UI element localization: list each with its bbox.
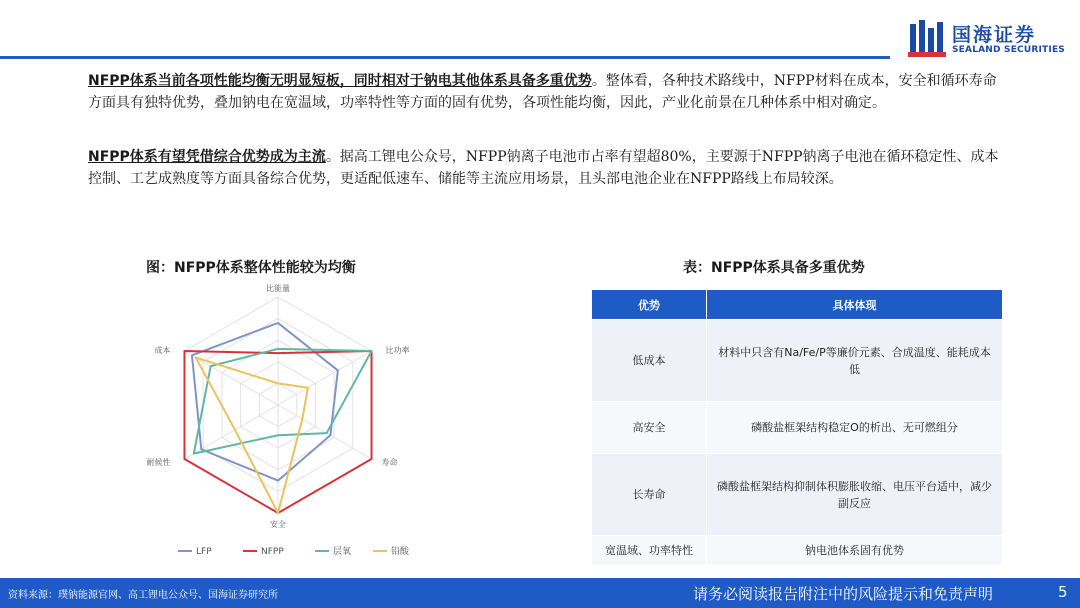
table-cell-detail: 磷酸盐框架结构稳定O的析出、无可燃组分 [707,402,1003,454]
radar-axis-label: 比能量 [266,284,290,293]
legend-label: 层氧 [333,547,352,557]
radar-chart [118,280,438,568]
table-header-advantage: 优势 [592,290,707,320]
table-cell-advantage: 低成本 [592,320,707,402]
paragraph-1-lead: NFPP体系当前各项性能均衡无明显短板，同时相对于钠电其他体系具备多重优势 [88,73,592,89]
table-cell-detail: 材料中只含有Na/Fe/P等廉价元素、合成温度、能耗成本低 [707,320,1003,402]
table-header-row [592,290,1003,320]
legend-label: 铅酸 [391,547,410,557]
radar-axis-label: 安全 [270,520,286,529]
sealand-logo-icon [908,18,946,58]
footer-disclaimer: 请务必阅读报告附注中的风险提示和免责声明 [693,585,994,603]
logo-chinese-name: 国海证券 [952,24,1037,46]
company-logo [908,18,1073,62]
radar-series-line [192,323,338,481]
table-row [592,536,1003,566]
legend-label: NFPP [261,547,284,557]
paragraph-2 [88,146,1008,190]
radar-spoke [278,405,372,459]
advantages-table [591,289,1003,566]
table-cell-detail: 磷酸盐框架结构抑制体积膨胀收缩、电压平台适中，减少副反应 [707,454,1003,536]
radar-axis-label: 成本 [154,346,171,355]
table-title: 表：NFPP体系具备多重优势 [683,260,865,276]
table-cell-detail: 钠电池体系固有优势 [707,536,1003,566]
table-cell-advantage: 宽温域、功率特性 [592,536,707,566]
table-row [592,320,1003,402]
footer-source: 资料来源：璞钠能源官网、高工锂电公众号、国海证券研究所 [8,590,278,601]
table-row [592,454,1003,536]
radar-axis-label: 寿命 [381,458,398,467]
radar-axis-label: 比功率 [385,346,410,355]
paragraph-1-body: 。整体看，各种技术路线中，NFPP材料在成本，安全和循环寿命方面具有独特优势，叠加钠电在宽温域，功率特性等方面的固有优势，各项性能均衡，因此，产业化前景在几种体系中相对确定。 [88,73,997,111]
table-row [592,402,1003,454]
footer-bar [0,578,1080,608]
paragraph-1 [88,70,1008,114]
table-cell-advantage: 长寿命 [592,454,707,536]
paragraph-2-body: 。据高工锂电公众号，NFPP钠离子电池市占率有望超80%，主要源于NFPP钠离子电池在循环稳定性、成本控制、工艺成熟度等方面具备综合优势，更适配低速车、储能等主流应用场景，且头部电池企业在NFPP路线上布局较深。 [88,149,999,187]
radar-axis-label: 耐候性 [146,458,171,467]
figure-title: 图：NFPP体系整体性能较为均衡 [146,260,356,276]
paragraph-2-lead: NFPP体系有望凭借综合优势成为主流 [88,149,326,165]
header-rule [0,56,890,59]
page-number: 5 [1058,583,1068,601]
table-header-detail: 具体体现 [707,290,1003,320]
table-cell-advantage: 高安全 [592,402,707,454]
legend-label: LFP [196,547,212,557]
logo-english-name: SEALAND SECURITIES [952,45,1065,55]
